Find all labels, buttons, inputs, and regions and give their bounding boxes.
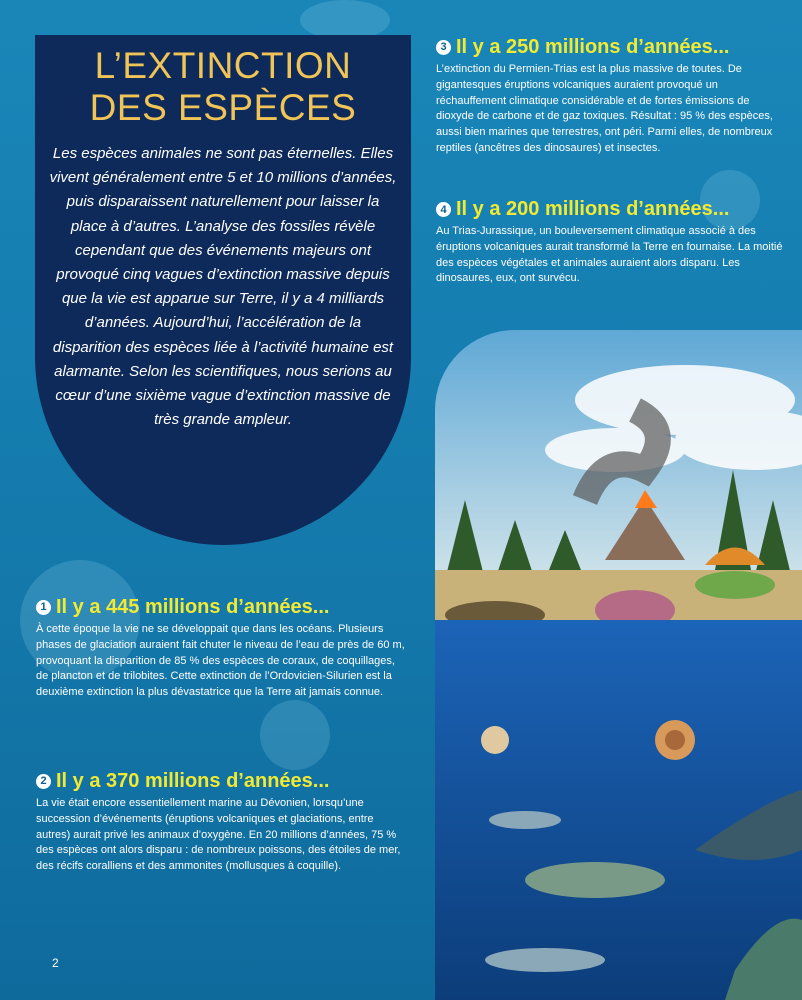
intro-panel <box>35 35 411 545</box>
section-4 <box>436 198 783 287</box>
section-number-badge: 3 <box>436 40 451 55</box>
intro-text: Les espèces animales ne sont pas éternelles. Elles vivent généralement entre 5 et 10 millions d’années, puis disparaissent naturellement pour laisser la place à d’autres. L’analyse des fossiles révèle cependant que des événements majeurs ont provoqué cinq vagues d’extinction massive depuis que la vie est apparue sur Terre, il y a 4 milliards d’années. Aujourd’hui, l’accélération de la disparition des espèces liée à l’activité humaine est alarmante. Selon les scientifiques, nous serions au cœur d’une sixième vague d’extinction massive de très grande ampleur. <box>49 145 397 429</box>
section-number-badge: 2 <box>36 774 51 789</box>
section-2 <box>36 770 408 875</box>
section-heading-text: Il y a 250 millions d’années... <box>456 36 730 58</box>
section-1 <box>36 596 408 701</box>
prehistoric-scene-svg <box>435 330 802 1000</box>
prehistoric-scene-illustration <box>435 330 802 1000</box>
section-heading-text: Il y a 200 millions d’années... <box>456 198 730 220</box>
section-heading <box>36 770 408 792</box>
section-heading-text: Il y a 445 millions d’années... <box>56 596 330 618</box>
bubble-decoration <box>260 700 330 770</box>
section-3 <box>436 36 788 157</box>
page-title <box>49 45 397 129</box>
section-heading <box>36 596 408 618</box>
page-number: 2 <box>52 956 59 970</box>
section-heading-text: Il y a 370 millions d’années... <box>56 770 330 792</box>
section-body: La vie était encore essentiellement marine au Dévonien, lorsqu’une succession d’événements (éruptions volcaniques et glaciations, entre autres) aurait privé les animaux d’oxygène. En 20 millions d’années, 75 % des espèces ont alors disparu : de nombreux poissons, des étoiles de mer, des récifs coralliens et des ammonites (mollusques à coquille). <box>36 797 401 873</box>
section-heading <box>436 198 756 220</box>
sea <box>435 620 802 1000</box>
section-number-badge: 1 <box>36 600 51 615</box>
title-line-2: DES ESPÈCES <box>89 87 357 128</box>
section-number-badge: 4 <box>436 202 451 217</box>
section-body: L’extinction du Permien-Trias est la plus massive de toutes. De gigantesques éruptions volcaniques auraient provoqué un réchauffement climatique considérable et de fortes émissions de dioxyde de carbone et de gaz toxiques. Résultat : 95 % des espèces, aussi bien marines que terrestres, ont péri. Parmi elles, de nombreux reptiles (ancêtres des dinosaures) et insectes. <box>436 63 773 154</box>
bubble-decoration <box>300 0 390 40</box>
section-body: À cette époque la vie ne se développait que dans les océans. Plusieurs phases de glaciation auraient fait chuter le niveau de l’eau de près de 60 m, provoquant la disparition de 85 % des espèces de coraux, de coquillages, de plancton et de trilobites. Cette extinction de l’Ordovicien-Silurien est la deuxième extinction la plus dévastatrice que la Terre ait jamais connue. <box>36 623 405 699</box>
section-body: Au Trias-Jurassique, un bouleversement climatique associé à des éruptions volcaniques aurait transformé la Terre en fournaise. La moitié des espèces végétales et animales auraient alors disparu. Les dinosaures, eux, ont survécu. <box>436 225 783 285</box>
section-heading <box>436 36 788 58</box>
title-line-1: L’EXTINCTION <box>94 45 352 86</box>
